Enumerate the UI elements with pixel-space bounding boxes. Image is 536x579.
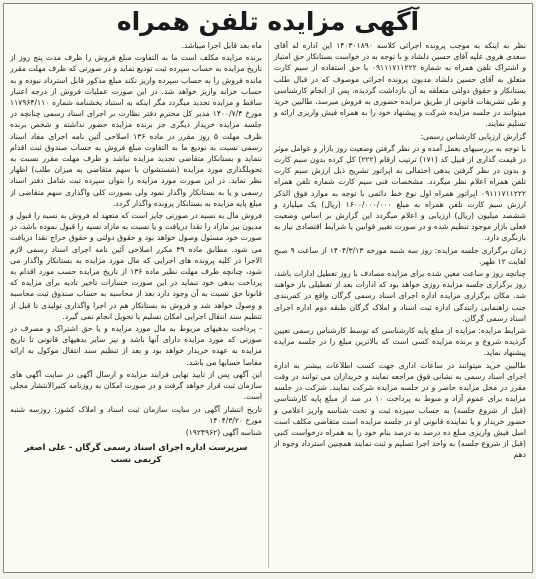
paragraph-expert-heading: گزارش ارزیابی کارشناس رسمی: [420, 131, 526, 141]
paragraph-continuation: ماه بعد قابل اجرا میباشد. [181, 41, 262, 50]
paragraph-participation: طالبین خرید میتوانند در ساعات اداری جهت کسب اطلاعات بیشتر به اداره اجرای اسناد رسمی به نشانی فوق مراجعه نمایند و خریداران می توانند در وقت مقرر در محل مزایده حاضر و در جلسه مزایده شرکت نمایند. شرکت در جلسه مزایده برای عموم آزاد و منوط به پرداخت ۱۰ در صد از مبلغ پایه کارشناسی (قبل از شروع جلسه) به حساب سپرده ثبت و تحت شناسه واریز اعلامی و حضور خریدار و یا نماینده قانونی او در جلسه مزایده است متقاضی مکلف است اصل فیش واریزی مبلغ ده درصد به درصد بنام خود را به همراه درخواست کتبی (قبل از شروع جلسه) به واحد اجرا تسلیم و ثبت نمایند همچنین استرداد وجوه از دهم [274, 360, 526, 460]
paragraph-credit-sale: فروش مال به نسیه در صورتی جایز است که متعهد له فروش به نسیه را قبول و مدیون نیز مازاد را نقدا دریافت و یا نسبت به مازاد نسیه را قبول نموده باشد، در صورت خود مسئول وصول خواهد بود و حقوق دولتی و حقوق حراج نقدا دریافت می شود. مطابق ماده ۳۹ مکرر اصلاحی آئین نامه اجرای اسناد رسمی لازم الاجرا در کلیه پرونده های اجرایی که مال مورد مزایده به بستانکار واگذار می شود، چنانچه ظرف مهلت نظیر ماده ۱۳۶ از تاریخ مزایده حسب مورد اقدام به پرداخت بدهی خود ننماید در این صورت خسارات تاخیر تادیه برای مزایده که قانونا حق نسبت به آن وجود دارد بعد از محاسبه به حساب صندوق ثبت محاسبه و وصول خواهد شد و فروش به بستانکار هم در اجرا واگذاری تولیدی تا قبل از تنظیم سند انتقال اجرایی امکان تسلیم یا تحویل انجام نمی گیرد. [10, 211, 262, 321]
paragraph-publication: این آگهی پس از تایید نهایی فرایند مزایده و ارسال آگهی در سایت آگهی های سازمان ثبت قرار خواهد گرفت و در صورت امکان به روزنامه کثیرالانتشار محلی است. [10, 369, 262, 402]
right-column [268, 40, 526, 568]
paragraph-debts: - پرداخت بدهیهای مربوط به مال مورد مزایده و یا حق اشتراک و مصرف در صورتی که مورد مزایده دارای آنها باشد و نیز سایر بدهیهای قانونی تا تاریخ مزایده به عهده خریدار خواهد بود و بعد از تنظیم سند انتقال موکول به ارائه مفاصا حسابها می باشد. [10, 324, 262, 367]
left-column [10, 40, 262, 568]
paragraph-winner-obligation: برنده مزایده مکلف است ما به التفاوت مبلغ فروش را ظرف مدت پنج روز از تاریخ مزایده به حساب سپرده ثبت تودیع نماید و در صورتی که ظرف مهلت مقرر مانده فروش را به حساب سپرده واریز نکند مبلغ مذکور قابل استرداد نبوده و به حساب خزانه واریز خواهد شد. در این صورت عملیات فروش از درجه اعتبار ساقط و مزایده تجدید میگردد مگر اینکه به استناد بخشنامه شماره ۱۱۷۹۶۴/۱۱۰ مورخ ۱۴۰۰/۷/۴ مدیر کل محترم دفتر نظارت بر اجرای اسناد رسمی چنانچه در جلسه مزایده خریدار دیگری جز برنده مزایده حضور نداشته و شخص برنده ظرف مهلت ۵ روز مقرر در ماده ۱۳۶ اصلاحی آئین نامه اجرای مفاد اسناد رسمی نسبت به تودیع ما به التفاوت مبلغ فروش به حساب صندوق ثبت اقدام ننماید و بستانکار متقاضی تجدید مزایده نباشد و ظرف مهلت مقرر نسبت به تحویلگذاری مورد مزایده (شستشوان با سهم متقاضی به میزان طلب) اظهار نظر نماید. در این صورت مورد مزایده را بتوان سپرده ثبت شامل دفتر اسناد رسمی و یا به بستانکار واگذار نمود ولی بصورت کلی واگذاری سهم متقاضی از مبلغ پایه مزایده به بستانکار پرونده واگذار گردد. [10, 53, 262, 208]
notice-id: شناسه آگهی (۱۹۲۴۹۶۲) [185, 427, 262, 437]
paragraph-auction-time: زمان برگزاری جلسه مزایده: روز سه شنبه مورخه ۱۴۰۴/۳/۱۳ از ساعت ۹ صبح لغایت ۱۲ ظهر. [274, 245, 526, 266]
publication-date: تاریخ انتشار آگهی در سایت سازمان ثبت اسناد و املاک کشور: روزسه شنبه مورخ ۱۴۰۴/۳/۲۰ [10, 404, 262, 425]
paragraph-auction-terms: شرایط مزایده: مزایده از مبلغ پایه کارشناسی که توسط کارشناس رسمی تعیین گردیده شروع و برنده مزایده کسی است که بالاترین مبلغ را در جلسه مزایده پیشنهاد نماید. [274, 326, 526, 358]
paragraph-expert-report: با توجه به بررسیهای بعمل آمده و در نظر گرفتن وضعیت روز بازار و عوامل موثر در قیمت گذاری از قبیل کد (۱۷۱) ترتیب ارقام (۲۲۲) کل کرده بدون سیم کارت و بدون در نظر گرفتن بدهی احتمالی به اپراتور تشریح ذیل ارزش سیم کارت تلفن همراه اعلام نظر میگردد. مشخصات فنی سیم کارت شماره تلفن همراه ۰۹۱۱۱۷۱۱۲۲۲ اپراتور همراه اول نوع خط دائمی با توجه به موارد فوق الذکر ارزش سیم کارت تلفن همراه به مبلغ ۱۶۰۰/۰۰۰/۰۰۰ (ریال) یک میلیارد و ششصد میلیون (ریال) ارزیابی و اعلام میگردد این گزارش بر اساس وضعیت فعلی بازار موجود تنظیم شده و در صورت تغییر قوانین یا شرایط اقتصادی نیاز به بازنگری دارد. [274, 143, 526, 243]
notice-columns [10, 40, 526, 568]
notice-title: آگهی مزایده تلفن همراه [116, 7, 420, 36]
paragraph-auction-place: چنانچه روز و ساعت معین شده برای مزایده مصادف با روز تعطیل ادارات باشد، روز برگزاری جلسه مزایده روزی خواهد بود که ادارات بعد از تعطیلی باز خواهند شد. مکان برگزاری مزایده اداره اجرای اسناد رسمی گرگان واقع در کمربندی جنب راهنمایی رانندگی اداره ثبت اسناد و املاک گرگان طبقه دوم اداره اجرای اسناد رسمی گرگان. [274, 269, 526, 323]
paragraph-intro: نظر به اینکه به موجب پرونده اجرائی کلاسه ۱۴۰۳۰۱۸۹۰ این اداره له آقای سعدی هروی علیه آقای حسین دلشاد و با توجه به در خواست بستانکار حق امتیاز و اشتراک تلفن همراه به شماره ۰۹۱۱۱۷۱۱۲۲۲ با حق استفاده از سیم کارت متعلق به آقای حسین دلشاد مدیون پرونده اجرائی موصوف که در قبال طلب بستانکار و حقوق دولتی متعلقه به آن بازداشت گردیده، پس از انجام کارشناسی و طی تشریفات قانونی از طریق مزایده حضوری به فروش میرسد، طالبین خرید میتوانند در جلسه مزایده شرکت و پیشنهاد خود را به همراه فیش واریزی ارائه و تسلیم نمایند. [274, 41, 526, 129]
newspaper-notice [3, 3, 533, 573]
signature-line: سرپرست اداره اجرای اسناد رسمی گرگان - علی اصغر کریمی نسب [24, 441, 248, 464]
